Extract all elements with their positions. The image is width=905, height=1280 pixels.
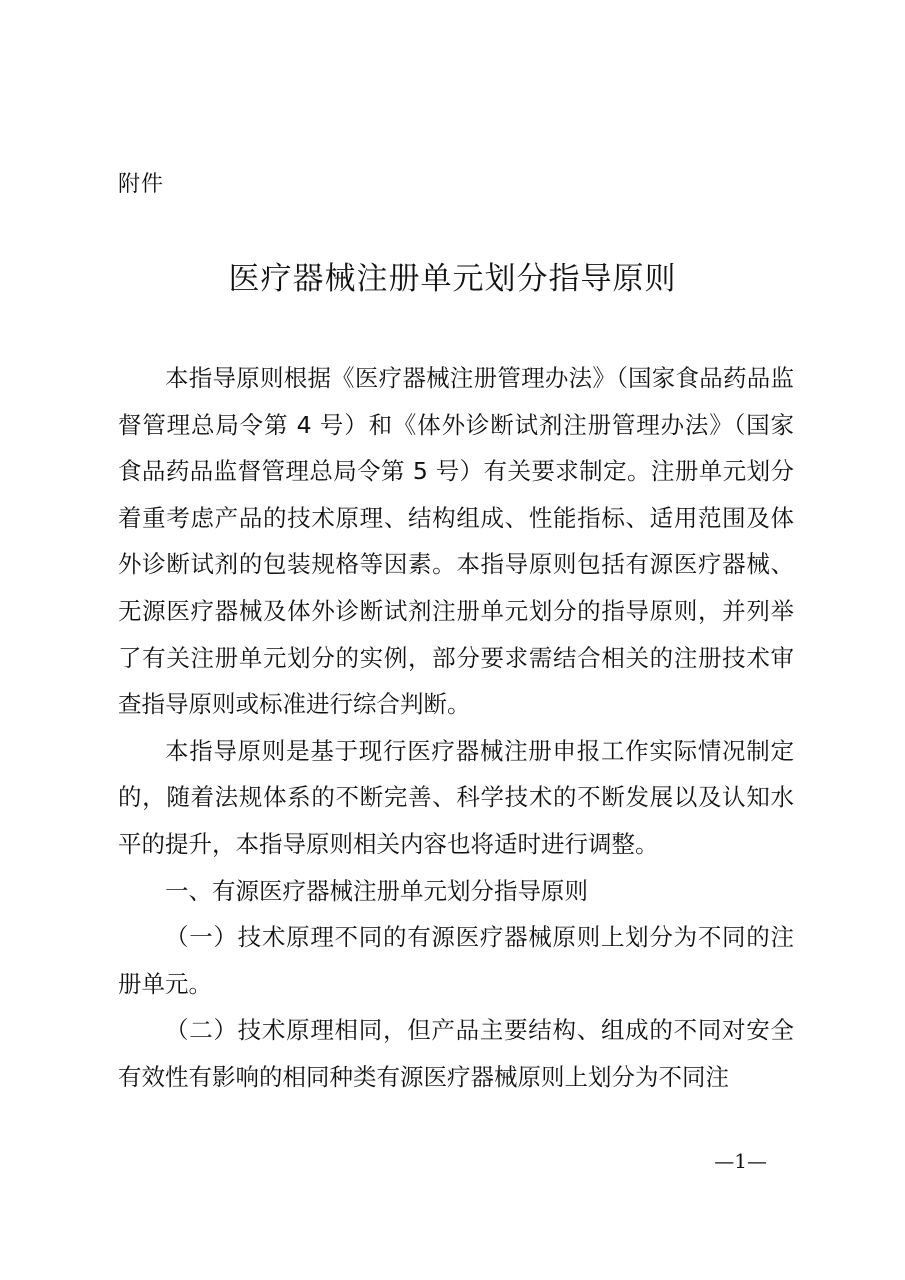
paragraph-intro: 本指导原则根据《医疗器械注册管理办法》（国家食品药品监督管理总局令第 4 号）和《体外诊断试剂注册管理办法》（国家食品药品监督管理总局令第 5 号）有关要求制定。注册单元划分着重考虑产品的技术原理、结构组成、性能指标、适用范围及体外诊断试剂的包装规格等因素。本指导原则包括有源医疗器械、无源医疗器械及体外诊断试剂注册单元划分的指导原则，并列举了有关注册单元划分的实例，部分要求需结合相关的注册技术审查指导原则或标准进行综合判断。 <box>118 364 794 719</box>
document-body <box>118 355 794 1101</box>
page-number: —1— <box>714 1149 767 1173</box>
paragraph-item-2: （二）技术原理相同，但产品主要结构、组成的不同对安全有效性有影响的相同种类有源医疗器械原则上划分为不同注 <box>118 1016 794 1091</box>
section-heading-active-devices: 一、有源医疗器械注册单元划分指导原则 <box>165 876 588 905</box>
document-title: 医疗器械注册单元划分指导原则 <box>228 261 677 297</box>
attachment-label: 附件 <box>118 172 165 197</box>
paragraph-item-1: （一）技术原理不同的有源医疗器械原则上划分为不同的注册单元。 <box>118 923 794 998</box>
paragraph-adjustment: 本指导原则是基于现行医疗器械注册申报工作实际情况制定的，随着法规体系的不断完善、科学技术的不断发展以及认知水平的提升，本指导原则相关内容也将适时进行调整。 <box>118 736 794 858</box>
